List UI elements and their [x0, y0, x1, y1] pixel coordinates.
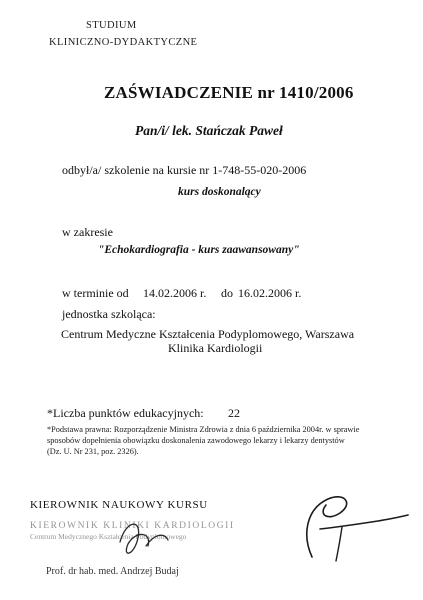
header-line-2: KLINICZNO-DYDAKTYCZNE: [49, 37, 198, 48]
stamp-line-1: KIEROWNIK KLINIKI KARDIOLOGII: [30, 521, 235, 531]
scope-value: "Echokardiografia - kurs zaawansowany": [98, 244, 300, 256]
date-to-prefix: do: [221, 286, 233, 300]
scientific-director-heading: KIEROWNIK NAUKOWY KURSU: [30, 499, 208, 511]
course-type: kurs doskonalący: [178, 186, 261, 198]
handwritten-initials: [112, 512, 202, 567]
date-to: 16.02.2006 r.: [238, 286, 302, 300]
legal-basis-line-2: sposobów dopełnienia obowiązku doskonalenia zawodowego lekarzy i lekarzy dentystów: [47, 436, 345, 445]
recipient-name: Pan/i/ lek. Stańczak Paweł: [135, 123, 283, 138]
stamp-line-2: Centrum Medycznego Kształcenia Podyplomowego: [30, 532, 187, 541]
handwritten-signature: [282, 487, 414, 567]
points-value: 22: [228, 406, 240, 420]
unit-line-2: Klinika Kardiologii: [168, 341, 263, 355]
legal-basis-line-3: (Dz. U. Nr 231, poz. 2326).: [47, 447, 139, 456]
points-label: *Liczba punktów edukacyjnych:: [47, 406, 204, 420]
scope-label: w zakresie: [62, 225, 113, 239]
date-from: 14.02.2006 r.: [143, 286, 207, 300]
unit-line-1: Centrum Medyczne Kształcenia Podyplomowego, Warszawa: [61, 327, 355, 341]
signer-name: Prof. dr hab. med. Andrzej Budaj: [46, 566, 179, 577]
unit-label: jednostka szkoląca:: [62, 307, 156, 321]
term-label: w terminie od: [62, 286, 129, 300]
certificate-title: ZAŚWIADCZENIE nr 1410/2006: [104, 83, 354, 102]
course-attended-line: odbył/a/ szkolenie na kursie nr 1-748-55-020-2006: [62, 163, 307, 177]
legal-basis-line-1: *Podstawa prawna: Rozporządzenie Ministra Zdrowia z dnia 6 października 2004r. w sprawie: [47, 425, 360, 434]
header-line-1: STUDIUM: [86, 20, 137, 31]
